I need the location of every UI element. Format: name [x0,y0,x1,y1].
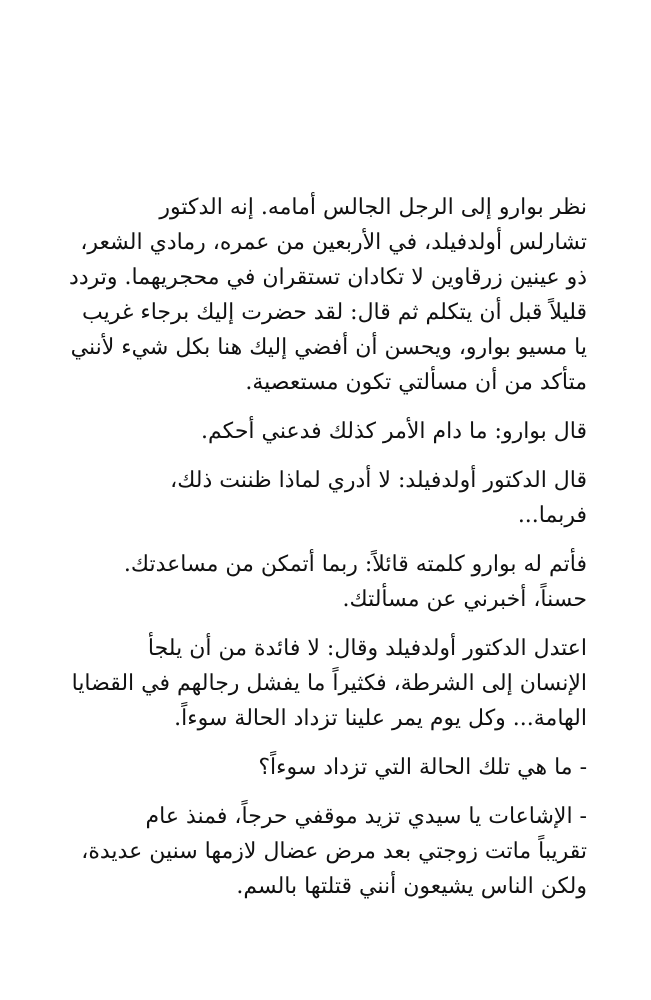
text-line: اعتدل الدكتور أولدفيلد وقال: لا فائدة من أن يلجأ [147,636,587,661]
text-line: حسناً، أخبرني عن مسألتك. [342,587,587,612]
text-line: الهامة... وكل يوم يمر علينا تزداد الحالة سوءاً. [174,706,587,731]
text-line: نظر بوارو إلى الرجل الجالس أمامه. إنه الدكتور [159,195,587,220]
paragraph-dialogue-question [34,750,617,785]
text-line: قليلاً قبل أن يتكلم ثم قال: لقد حضرت إليك برجاء غريب [82,300,587,325]
text-line: - الإشاعات يا سيدي تزيد موقفي حرجاً، فمنذ عام [145,804,587,829]
text-line: متأكد من أن مسألتي تكون مستعصية. [245,370,587,395]
text-line: يا مسيو بوارو، ويحسن أن أفضي إليك هنا بكل شيء لأنني [70,335,587,360]
text-line: قال الدكتور أولدفيلد: لا أدري لماذا ظننت ذلك، [170,468,587,493]
paragraph-dialogue-rumors [34,799,617,904]
text-line: ولكن الناس يشيعون أنني قتلتها بالسم. [236,874,587,899]
text-line: الإنسان إلى الشرطة، فكثيراً ما يفشل رجالهم في القضايا [71,671,587,696]
paragraph-intro [34,190,617,400]
text-line: فأتم له بوارو كلمته قائلاً: ربما أتمكن من مساعدتك. [123,552,587,577]
text-line: ذو عينين زرقاوين لا تكادان تستقران في محجريهما. وتردد [69,265,587,290]
paragraph-oldfield-doubt [34,463,617,533]
text-line: فربما... [517,503,587,528]
paragraph-poirot-offer [34,547,617,617]
text-line: تقريباً ماتت زوجتي بعد مرض عضال لازمها سنين عديدة، [81,839,587,864]
text-line: - ما هي تلك الحالة التي تزداد سوءاً؟ [258,755,587,780]
text-line: تشارلس أولدفيلد، في الأربعين من عمره، رمادي الشعر، [80,230,587,255]
paragraph-oldfield-police [34,631,617,736]
paragraph-poirot-reply [34,414,617,449]
text-line: قال بوارو: ما دام الأمر كذلك فدعني أحكم. [201,419,587,444]
